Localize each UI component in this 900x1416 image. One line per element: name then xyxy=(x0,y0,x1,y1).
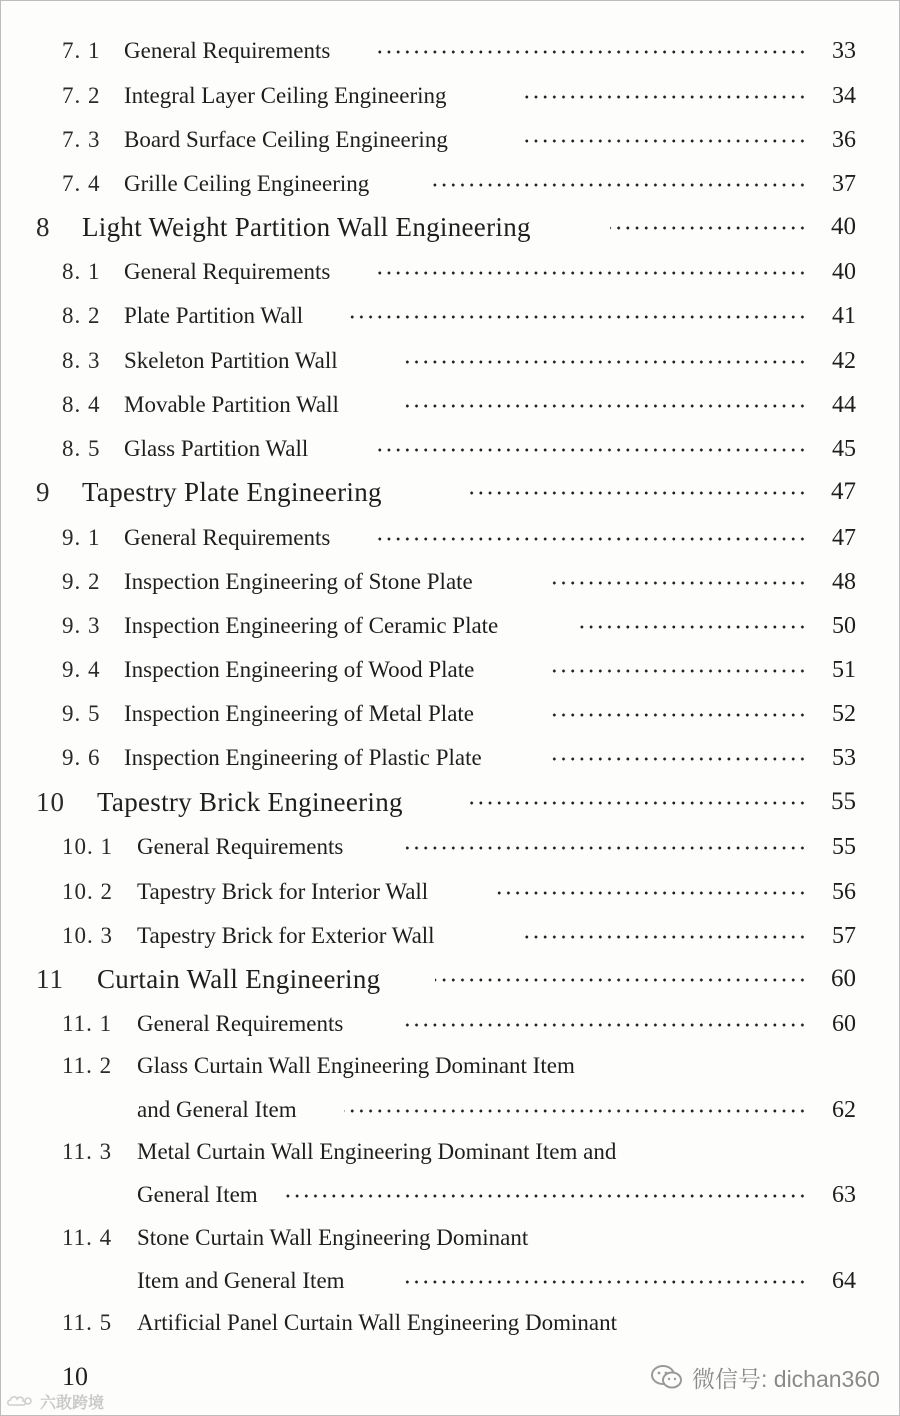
section-title: General Requirements xyxy=(137,1011,344,1036)
section-number: 8. 4 xyxy=(62,392,101,417)
page-number: 52 xyxy=(832,700,856,727)
dot-leader xyxy=(404,1023,807,1027)
section-title: Board Surface Ceiling Engineering xyxy=(124,127,448,152)
dot-leader xyxy=(404,404,807,408)
dot-leader xyxy=(492,891,807,895)
dot-leader xyxy=(344,1109,807,1113)
toc-chapter xyxy=(0,782,900,822)
section-number: 7. 2 xyxy=(62,83,101,108)
page-number: 47 xyxy=(832,524,856,551)
toc-entry xyxy=(0,76,900,116)
dot-leader xyxy=(520,935,807,939)
toc-entry xyxy=(0,164,900,204)
toc-entry xyxy=(0,341,900,381)
chapter-number: 11 xyxy=(36,963,64,994)
dot-leader xyxy=(435,978,807,982)
toc-entry xyxy=(0,429,900,469)
toc-entry xyxy=(0,1218,900,1258)
dot-leader xyxy=(580,625,807,629)
dot-leader xyxy=(376,50,807,54)
page-number: 47 xyxy=(831,478,856,505)
section-title-continued: General Item xyxy=(137,1182,258,1207)
toc-entry xyxy=(0,650,900,690)
section-title-continued: and General Item xyxy=(137,1097,297,1122)
section-title: Glass Partition Wall xyxy=(124,436,309,461)
page-number: 41 xyxy=(832,302,856,329)
page-number: 44 xyxy=(832,391,856,418)
cloud-logo-icon xyxy=(6,1393,34,1409)
section-title: Metal Curtain Wall Engineering Dominant Item and xyxy=(137,1139,617,1164)
toc-entry-continuation xyxy=(0,1090,900,1130)
section-number: 9. 1 xyxy=(62,525,101,550)
section-title: Inspection Engineering of Wood Plate xyxy=(124,657,475,682)
page-number: 60 xyxy=(832,1010,856,1037)
section-number: 11. 3 xyxy=(62,1139,113,1164)
logo-text: 六敢跨境 xyxy=(40,1392,105,1412)
section-title: Artificial Panel Curtain Wall Engineering Dominant xyxy=(137,1310,617,1335)
folio-page-number: 10 xyxy=(62,1362,88,1391)
toc-entry xyxy=(0,562,900,602)
page-number: 63 xyxy=(832,1181,856,1208)
toc-entry xyxy=(0,1046,900,1086)
section-number: 10. 2 xyxy=(62,879,113,904)
toc-entry xyxy=(0,872,900,912)
dot-leader xyxy=(465,491,807,495)
toc-entry xyxy=(0,31,900,71)
section-title: Inspection Engineering of Plastic Plate xyxy=(124,745,482,770)
page-number: 50 xyxy=(832,612,856,639)
section-title: Movable Partition Wall xyxy=(124,392,339,417)
section-title: Inspection Engineering of Metal Plate xyxy=(124,701,475,726)
dot-leader xyxy=(375,448,807,452)
chapter-number: 9 xyxy=(36,476,51,507)
section-number: 9. 4 xyxy=(62,657,101,682)
wechat-icon xyxy=(650,1364,684,1390)
toc-entry xyxy=(0,694,900,734)
section-title: General Requirements xyxy=(124,525,331,550)
toc-entry-continuation xyxy=(0,1175,900,1215)
section-title: Tapestry Brick for Exterior Wall xyxy=(137,923,435,948)
section-number: 8. 3 xyxy=(62,348,101,373)
toc-chapter xyxy=(0,959,900,999)
chapter-number: 10 xyxy=(36,786,65,817)
toc-chapter xyxy=(0,207,900,247)
page-number: 33 xyxy=(832,37,856,64)
page-number: 55 xyxy=(831,788,856,815)
toc-entry xyxy=(0,296,900,336)
toc-entry xyxy=(0,252,900,292)
section-number: 7. 3 xyxy=(62,127,101,152)
dot-leader xyxy=(346,315,807,319)
toc-entry xyxy=(0,518,900,558)
page-number: 40 xyxy=(831,213,856,240)
dot-leader xyxy=(549,669,807,673)
dot-leader xyxy=(465,801,807,805)
section-title: Grille Ceiling Engineering xyxy=(124,171,370,196)
dot-leader xyxy=(376,537,807,541)
toc-entry xyxy=(0,385,900,425)
dot-leader xyxy=(376,271,807,275)
watermark-text: 微信号: dichan360 xyxy=(692,1365,880,1392)
toc-entry xyxy=(0,916,900,956)
section-title: Tapestry Brick for Interior Wall xyxy=(137,879,429,904)
toc-entry-continuation xyxy=(0,1261,900,1301)
section-number: 7. 4 xyxy=(62,171,101,196)
section-title: Stone Curtain Wall Engineering Dominant xyxy=(137,1225,529,1250)
page-number: 42 xyxy=(832,347,856,374)
section-number: 11. 4 xyxy=(62,1225,113,1250)
page-number: 64 xyxy=(832,1267,856,1294)
section-number: 8. 5 xyxy=(62,436,101,461)
toc-entry xyxy=(0,827,900,867)
section-number: 9. 5 xyxy=(62,701,101,726)
page-number: 62 xyxy=(832,1096,856,1123)
section-title: General Requirements xyxy=(124,259,331,284)
section-number: 10. 3 xyxy=(62,923,113,948)
page-number: 57 xyxy=(832,922,856,949)
toc-entry xyxy=(0,738,900,778)
section-number: 8. 2 xyxy=(62,303,101,328)
dot-leader xyxy=(404,846,807,850)
section-title: Plate Partition Wall xyxy=(124,303,304,328)
section-number: 10. 1 xyxy=(62,834,113,859)
dot-leader xyxy=(404,1280,807,1284)
page-number: 53 xyxy=(832,744,856,771)
dot-leader xyxy=(549,581,807,585)
dot-leader xyxy=(520,139,807,143)
section-title-continued: Item and General Item xyxy=(137,1268,345,1293)
page-number: 40 xyxy=(832,258,856,285)
wechat-watermark xyxy=(650,1362,880,1392)
dot-leader xyxy=(286,1194,807,1198)
chapter-number: 8 xyxy=(36,211,51,242)
toc-chapter xyxy=(0,472,900,512)
section-title: Skeleton Partition Wall xyxy=(124,348,338,373)
dot-leader xyxy=(610,226,807,230)
chapter-title: Tapestry Plate Engineering xyxy=(82,476,382,507)
toc-entry xyxy=(0,1303,900,1343)
page-number: 60 xyxy=(831,965,856,992)
section-number: 11. 1 xyxy=(62,1011,113,1036)
section-number: 11. 2 xyxy=(62,1053,113,1078)
toc-entry xyxy=(0,1132,900,1172)
section-number: 9. 6 xyxy=(62,745,101,770)
section-title: Integral Layer Ceiling Engineering xyxy=(124,83,447,108)
site-logo xyxy=(6,1390,104,1412)
section-number: 9. 2 xyxy=(62,569,101,594)
page-number: 37 xyxy=(832,170,856,197)
page-number: 34 xyxy=(832,82,856,109)
chapter-title: Tapestry Brick Engineering xyxy=(97,786,403,817)
toc-entry xyxy=(0,120,900,160)
page-number: 51 xyxy=(832,656,856,683)
page-number: 45 xyxy=(832,435,856,462)
section-title: Inspection Engineering of Stone Plate xyxy=(124,569,473,594)
toc-entry xyxy=(0,606,900,646)
section-number: 11. 5 xyxy=(62,1310,113,1335)
chapter-title: Curtain Wall Engineering xyxy=(97,963,381,994)
page-number: 56 xyxy=(832,878,856,905)
toc-entry xyxy=(0,1004,900,1044)
page-number: 48 xyxy=(832,568,856,595)
section-number: 7. 1 xyxy=(62,38,101,63)
section-title: General Requirements xyxy=(137,834,344,859)
dot-leader xyxy=(549,757,807,761)
section-title: Inspection Engineering of Ceramic Plate xyxy=(124,613,499,638)
dot-leader xyxy=(520,95,807,99)
page-number: 36 xyxy=(832,126,856,153)
section-number: 9. 3 xyxy=(62,613,101,638)
section-number: 8. 1 xyxy=(62,259,101,284)
dot-leader xyxy=(404,360,807,364)
page-number: 55 xyxy=(832,833,856,860)
dot-leader xyxy=(433,183,807,187)
section-title: Glass Curtain Wall Engineering Dominant Item xyxy=(137,1053,575,1078)
dot-leader xyxy=(549,713,807,717)
chapter-title: Light Weight Partition Wall Engineering xyxy=(82,211,531,242)
section-title: General Requirements xyxy=(124,38,331,63)
